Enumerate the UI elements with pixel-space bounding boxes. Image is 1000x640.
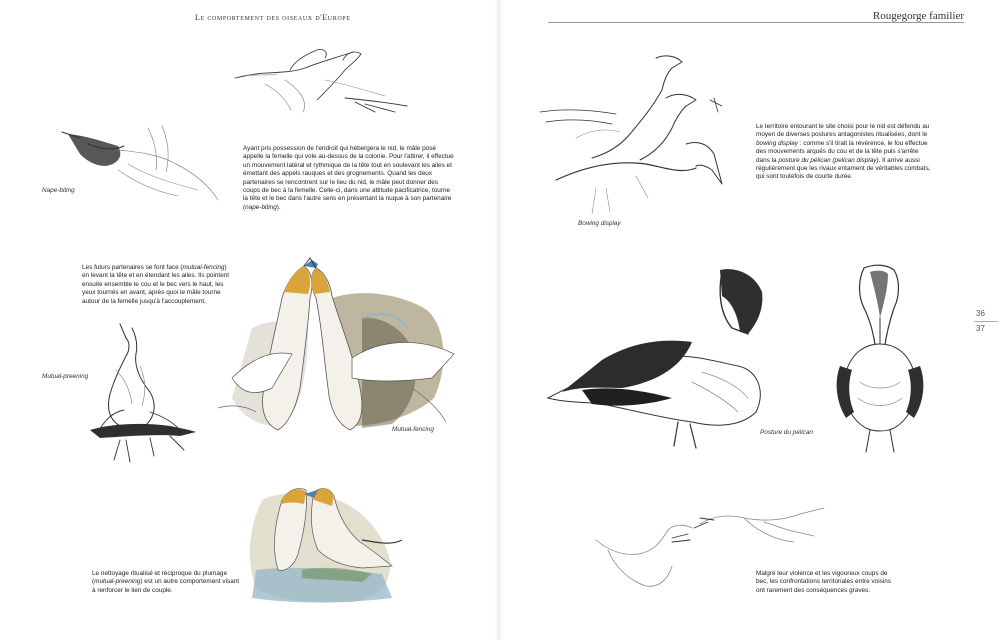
header-rule: [548, 22, 964, 23]
folio-rule: [974, 321, 998, 322]
mutual-preening-sketch: [80, 320, 200, 465]
term-mutual-preening: mutual-preening: [94, 578, 141, 586]
mutual-fencing-watercolour: [212, 258, 462, 436]
nape-biting-sketch: [58, 120, 228, 210]
paragraph-nest-possession-text: Ayant pris possession de l'endroit qui hébergera le nid, le mâle posé appelle la femelle qui vole au-dessus de la colonie. Pour l'attirer, il effectue un mouvement latéral et rythmique de la tête tout en soulevant les ailes et émettant des appels rauques et des grognements. Quand les deux partenaires se rencontrent sur le lieu du nid, le mâle peut donner des coups de bec à la femelle. Celle-ci, dans une attitude pacificatrice, tourne la tête et le bec dans l'autre sens en présentant la nuque à son partenaire (: [243, 145, 454, 211]
paragraph-nest-possession: [243, 145, 455, 212]
term-mutual-fencing: mutual-fencing: [182, 264, 225, 271]
running-title-right: Rougegorge familier: [872, 10, 964, 22]
term-pelican-display: posture du pélican (pelican display): [778, 156, 879, 164]
paragraph-territory-text: Le territoire entourant le site choisi pour le nid est défendu au moyen de diverses postures antagonistes ritualisées, dont le: [756, 123, 930, 139]
paragraph-territory-end: . Il arrive aussi régulièrement que les rivaux entament de véritables combats, qui sont toutefois de courte durée.: [756, 156, 931, 181]
paragraph-territory-middle: : comme s'il tirait la révérence, le fou effectue des mouvements arqués du cou et de la tête puis s'arrête dans la: [756, 139, 928, 164]
paragraph-territory: [756, 123, 934, 182]
term-nape-biting: nape-biting: [245, 203, 277, 211]
paragraph-mutual-preening: [92, 570, 242, 595]
page-number-right: 37: [976, 324, 985, 333]
caption-mutual-fencing: Mutual-fencing: [392, 426, 434, 433]
paragraph-mutual-fencing: [82, 264, 232, 306]
mutual-preening-watercolour: [242, 470, 407, 605]
page-gutter: [495, 0, 505, 640]
running-title-left: Le comportement des oiseaux d'Europe: [195, 13, 351, 22]
caption-nape-biting: Nape-biting: [42, 187, 75, 194]
pelican-posture-front-sketch: [830, 262, 940, 457]
pelican-posture-side-sketch: [542, 262, 772, 452]
flying-gannets-sketch: [225, 40, 415, 120]
caption-mutual-preening: Mutual-preening: [42, 373, 89, 380]
caption-pelican-posture: Posture du pélican: [760, 429, 813, 436]
bowing-display-sketch: [536, 48, 736, 218]
term-bowing-display: bowing display: [756, 139, 798, 147]
paragraph-mutual-preening-text: Le nettoyage ritualisé et réciproque du plumage (: [92, 570, 228, 586]
caption-bowing-display: Bowing display: [578, 220, 621, 227]
paragraph-conflicts: Malgré leur violence et les vigoureux coups de bec, les confrontations territoriales entre voisins ont rarement des conséquences graves.: [756, 570, 891, 594]
paragraph-mutual-fencing-text: Les futurs partenaires se font face (: [82, 264, 183, 271]
page-number-left: 36: [976, 309, 985, 318]
paragraph-mutual-fencing-end: ) en levant la tête et en étendant les ailes. Ils pointent ensuite ensemble le cou et le bec vers le haut, les yeux tournés en avant, après quoi le mâle tourne autour de la femelle jusqu'à l'accouplement.: [82, 264, 230, 305]
page-numbers: [976, 308, 998, 335]
paragraph-nest-possession-end: ).: [276, 203, 281, 211]
paragraph-mutual-preening-end: ) est un autre comportement visant à renforcer le lien de couple.: [92, 578, 240, 594]
